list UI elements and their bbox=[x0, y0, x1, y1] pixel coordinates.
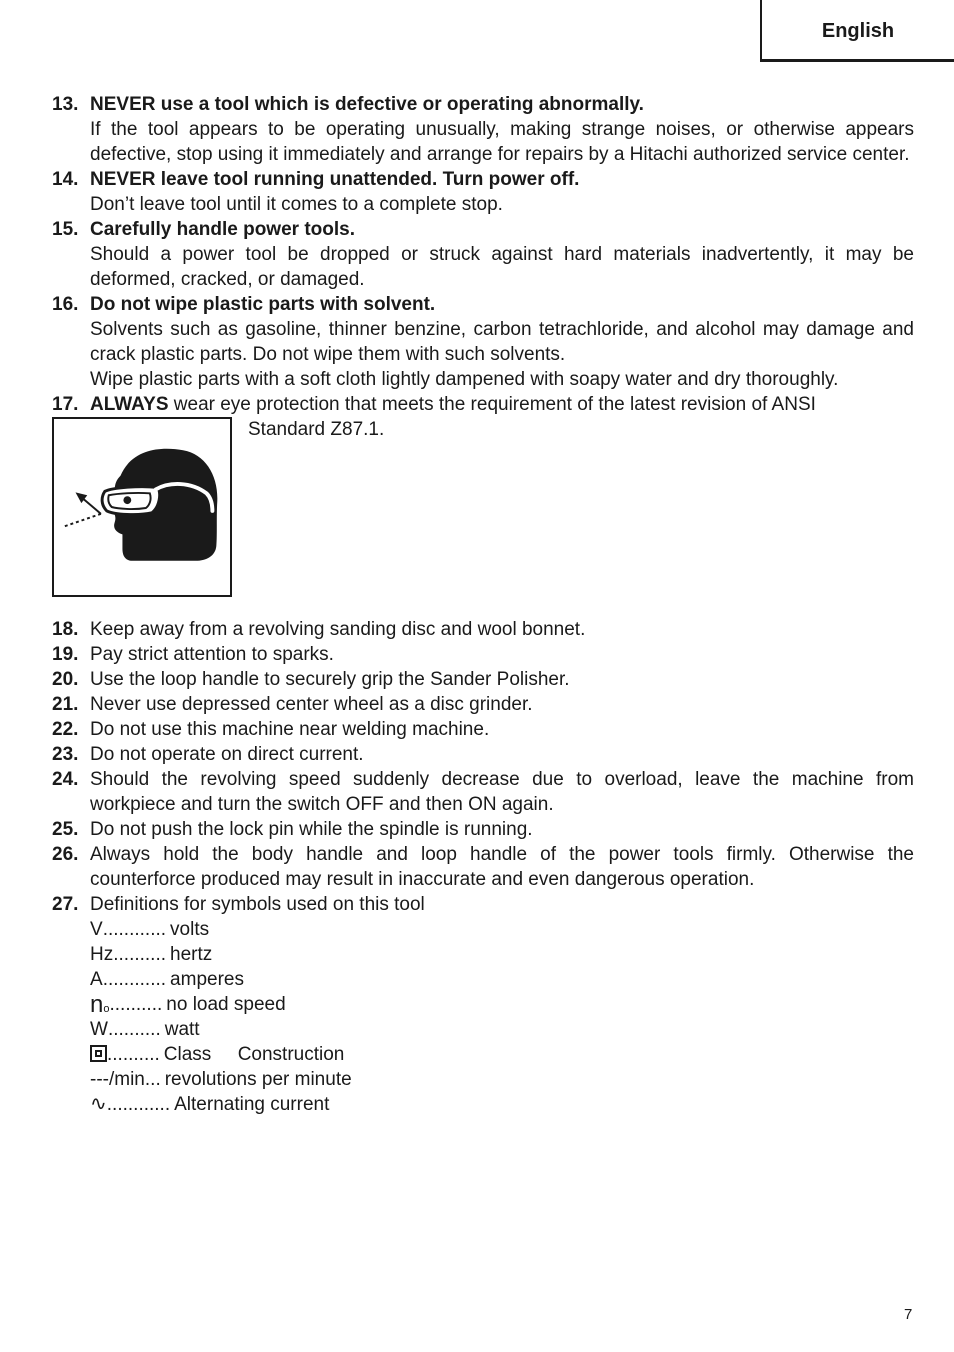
item-body: Pay strict attention to sparks. bbox=[90, 644, 334, 665]
list-item-22 bbox=[52, 717, 914, 742]
item-body: Never use depressed center wheel as a disc grinder. bbox=[90, 694, 533, 715]
symbol-value: watt bbox=[164, 1019, 200, 1040]
symbol-dots: .......... bbox=[107, 1044, 160, 1065]
list-item-24 bbox=[52, 767, 914, 817]
symbol-key: V bbox=[90, 919, 103, 940]
symbol-row-alternating-current bbox=[90, 1092, 914, 1117]
eye-protection-icon bbox=[54, 419, 230, 595]
symbol-dots: ............ bbox=[106, 1094, 171, 1115]
symbol-key bbox=[90, 992, 109, 1017]
item-17-text: wear eye protection that meets the requirement of the latest revision of ANSI bbox=[168, 394, 816, 415]
symbol-value: revolutions per minute bbox=[164, 1069, 352, 1090]
symbol-key: ---/min bbox=[90, 1069, 145, 1090]
item-body: Do not push the lock pin while the spindle is running. bbox=[90, 819, 533, 840]
item-body: Definitions for symbols used on this tool bbox=[90, 894, 425, 915]
safety-instructions bbox=[52, 92, 914, 1117]
eye-protection-figure bbox=[52, 417, 232, 597]
item-body bbox=[90, 392, 914, 417]
list-item-18 bbox=[52, 617, 914, 642]
item-heading: Do not wipe plastic parts with solvent. bbox=[90, 294, 436, 315]
list-item-21 bbox=[52, 692, 914, 717]
alternating-current-icon: ∿ bbox=[90, 1093, 107, 1115]
list-item-23 bbox=[52, 742, 914, 767]
symbol-dots: .......... bbox=[109, 994, 163, 1015]
symbol-key: A bbox=[90, 969, 103, 990]
class-ii-icon bbox=[90, 1045, 107, 1062]
item-heading: NEVER leave tool running unattended. Turn power off. bbox=[90, 169, 580, 190]
symbol-key: W bbox=[90, 1019, 108, 1040]
list-item-25 bbox=[52, 817, 914, 842]
item-body: Do not operate on direct current. bbox=[90, 744, 364, 765]
item-body: Wipe plastic parts with a soft cloth lightly dampened with soapy water and dry thoroughly. bbox=[90, 369, 839, 390]
item-body: Use the loop handle to securely grip the Sander Polisher. bbox=[90, 669, 570, 690]
always-emphasis: ALWAYS bbox=[90, 394, 169, 415]
item-number: 17. bbox=[52, 394, 79, 415]
list-item-13 bbox=[52, 92, 914, 167]
symbol-key: Hz bbox=[90, 944, 114, 965]
item-heading: Carefully handle power tools. bbox=[90, 219, 355, 240]
symbol-value: hertz bbox=[170, 944, 213, 965]
item-number: 26. bbox=[52, 844, 79, 865]
item-number: 13. bbox=[52, 94, 79, 115]
language-label: English bbox=[821, 20, 895, 42]
list-item-17 bbox=[52, 392, 914, 417]
item-body: If the tool appears to be operating unusually, making strange noises, or otherwise appears defective, stop using it immediately and arrange for repairs by a Hitachi authorized service center. bbox=[90, 119, 914, 165]
item-number: 23. bbox=[52, 744, 79, 765]
item-number: 21. bbox=[52, 694, 79, 715]
list-item-16 bbox=[52, 292, 914, 392]
symbol-dots: ............ bbox=[102, 969, 167, 990]
item-heading: NEVER use a tool which is defective or operating abnormally. bbox=[90, 94, 644, 115]
item-number: 27. bbox=[52, 894, 79, 915]
symbol-dots: .......... bbox=[107, 1019, 161, 1040]
item-body: Should a power tool be dropped or struck against hard materials inadvertently, it may be deformed, cracked, or damaged. bbox=[90, 244, 914, 290]
symbol-key bbox=[90, 1042, 107, 1067]
item-body: Do not use this machine near welding machine. bbox=[90, 719, 490, 740]
item-number: 25. bbox=[52, 819, 79, 840]
item-number: 16. bbox=[52, 294, 79, 315]
list-item-20 bbox=[52, 667, 914, 692]
list-item-14 bbox=[52, 167, 914, 217]
eye-protection-figure-row bbox=[52, 417, 914, 617]
item-number: 15. bbox=[52, 219, 79, 240]
list-item-26 bbox=[52, 842, 914, 892]
item-body: Should the revolving speed suddenly decrease due to overload, leave the machine from workpiece and turn the switch OFF and then ON again. bbox=[90, 769, 914, 815]
item-number: 20. bbox=[52, 669, 79, 690]
list-item-15 bbox=[52, 217, 914, 292]
item-number: 18. bbox=[52, 619, 79, 640]
symbol-row-class-construction bbox=[90, 1042, 914, 1067]
item-body: Don’t leave tool until it comes to a complete stop. bbox=[90, 194, 503, 215]
page-number: 7 bbox=[904, 1306, 913, 1323]
symbol-row-amperes bbox=[90, 967, 914, 992]
symbol-row-no-load-speed bbox=[90, 992, 914, 1017]
symbol-row-rpm bbox=[90, 1067, 914, 1092]
item-body: Keep away from a revolving sanding disc and wool bonnet. bbox=[90, 619, 586, 640]
symbol-dots: .......... bbox=[113, 944, 167, 965]
symbol-dots: ... bbox=[144, 1069, 161, 1090]
item-body: Always hold the body handle and loop handle of the power tools firmly. Otherwise the counterforce produced may result in inaccurate and even dangerous operation. bbox=[90, 844, 914, 890]
item-body: Solvents such as gasoline, thinner benzine, carbon tetrachloride, and alcohol may damage and crack plastic parts. Do not wipe them with such solvents. bbox=[90, 319, 914, 365]
symbol-value: no load speed bbox=[166, 994, 286, 1015]
item-number: 14. bbox=[52, 169, 79, 190]
ansi-standard: Standard Z87.1. bbox=[248, 419, 385, 440]
symbol-row-hertz bbox=[90, 942, 914, 967]
symbol-n-main: n bbox=[90, 991, 104, 1018]
item-number: 24. bbox=[52, 769, 79, 790]
language-tab bbox=[760, 0, 954, 62]
symbol-value: Class Construction bbox=[163, 1044, 345, 1065]
symbol-value: volts bbox=[170, 919, 210, 940]
list-item-19 bbox=[52, 642, 914, 667]
symbol-row-volts bbox=[90, 917, 914, 942]
list-item-27 bbox=[52, 892, 914, 1117]
symbol-dots: ............ bbox=[102, 919, 167, 940]
item-number: 19. bbox=[52, 644, 79, 665]
symbol-value: Alternating current bbox=[174, 1094, 330, 1115]
symbol-n-sub: o bbox=[103, 1003, 110, 1015]
item-number: 22. bbox=[52, 719, 79, 740]
symbol-value: amperes bbox=[170, 969, 244, 990]
symbol-row-watt bbox=[90, 1017, 914, 1042]
